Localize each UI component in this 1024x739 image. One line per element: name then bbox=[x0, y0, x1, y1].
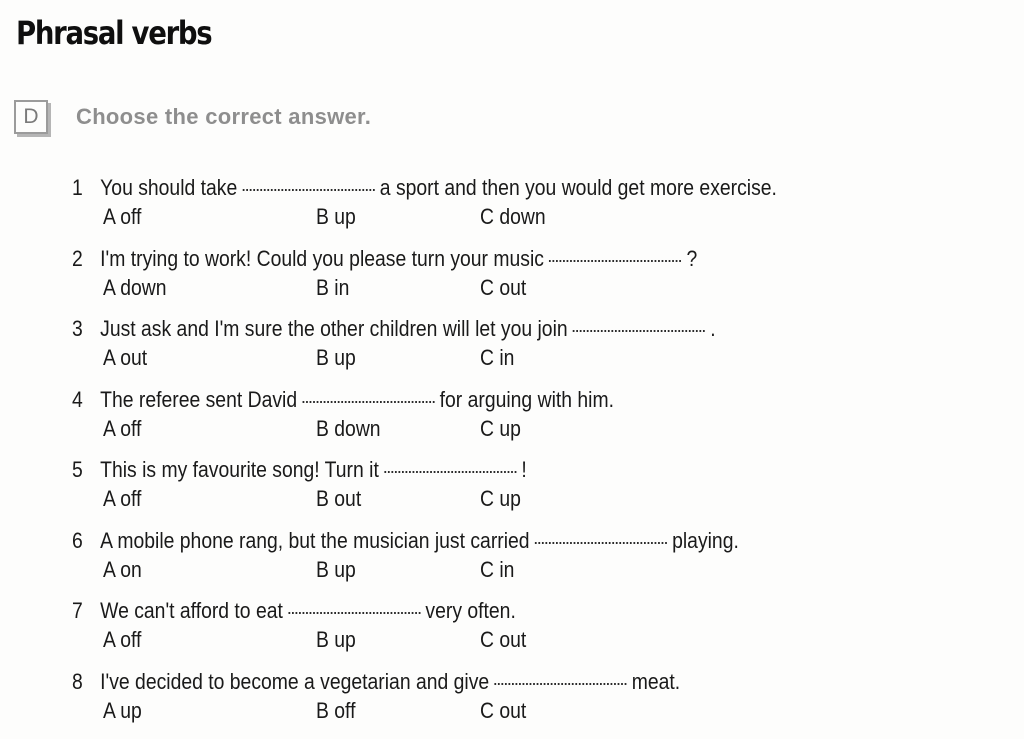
question-item bbox=[72, 668, 972, 739]
option-b[interactable]: B up bbox=[316, 556, 356, 582]
question-number: 4 bbox=[72, 386, 83, 412]
section-letter-box: D bbox=[14, 100, 48, 134]
question-number: 7 bbox=[72, 598, 83, 623]
question-line bbox=[72, 315, 864, 343]
answer-blank[interactable] bbox=[573, 329, 705, 332]
answer-options bbox=[72, 625, 972, 655]
answer-blank[interactable] bbox=[384, 470, 516, 473]
question-text-before: Just ask and I'm sure the other children will let you join bbox=[100, 316, 568, 341]
answer-blank[interactable] bbox=[494, 682, 626, 685]
question-text-after: . bbox=[710, 316, 716, 341]
option-a[interactable]: A off bbox=[103, 627, 142, 652]
question-number: 1 bbox=[72, 175, 83, 200]
option-a[interactable]: A off bbox=[103, 204, 142, 229]
question-line bbox=[72, 668, 864, 696]
question-text-after: very often. bbox=[425, 598, 516, 623]
question-text-before: This is my favourite song! Turn it bbox=[100, 457, 379, 482]
question-item bbox=[72, 386, 972, 457]
question-text-before: I've decided to become a vegetarian and give bbox=[100, 668, 490, 694]
option-b[interactable]: B up bbox=[316, 204, 356, 229]
option-b[interactable]: B out bbox=[316, 486, 362, 511]
answer-blank[interactable] bbox=[288, 611, 420, 614]
question-text-after: a sport and then you would get more exercise. bbox=[379, 175, 777, 200]
question-number: 6 bbox=[72, 527, 83, 553]
question-item bbox=[72, 315, 972, 386]
question-list bbox=[72, 174, 972, 738]
question-text-before: I'm trying to work! Could you please turn your music bbox=[100, 245, 544, 271]
answer-options bbox=[72, 696, 972, 726]
answer-options bbox=[72, 273, 972, 303]
answer-options bbox=[72, 343, 972, 373]
question-item bbox=[72, 456, 972, 527]
option-a[interactable]: A off bbox=[103, 486, 142, 511]
option-c[interactable]: C up bbox=[480, 415, 521, 441]
option-c[interactable]: C in bbox=[480, 345, 515, 370]
page-title: Phrasal verbs bbox=[16, 14, 212, 52]
answer-options bbox=[72, 414, 972, 444]
question-text-after: meat. bbox=[631, 668, 681, 694]
question-number: 3 bbox=[72, 316, 83, 341]
option-c[interactable]: C out bbox=[480, 274, 527, 300]
answer-blank[interactable] bbox=[302, 400, 434, 403]
question-text-after: playing. bbox=[672, 527, 739, 553]
question-text-after: for arguing with him. bbox=[439, 386, 614, 412]
option-c[interactable]: C out bbox=[480, 627, 527, 652]
section-header bbox=[14, 100, 371, 134]
option-b[interactable]: B up bbox=[316, 627, 356, 652]
question-number: 8 bbox=[72, 668, 83, 694]
question-text-after: ? bbox=[686, 245, 698, 271]
option-b[interactable]: B in bbox=[316, 274, 350, 300]
option-b[interactable]: B up bbox=[316, 345, 356, 370]
option-c[interactable]: C out bbox=[480, 697, 527, 723]
instruction-text: Choose the correct answer. bbox=[76, 104, 372, 129]
answer-options bbox=[72, 202, 972, 232]
option-b[interactable]: B off bbox=[316, 697, 356, 723]
option-a[interactable]: A up bbox=[103, 697, 142, 723]
option-c[interactable]: C in bbox=[480, 556, 515, 582]
question-item bbox=[72, 527, 972, 598]
option-a[interactable]: A on bbox=[103, 556, 142, 582]
question-text-before: We can't afford to eat bbox=[100, 598, 283, 623]
answer-blank[interactable] bbox=[535, 541, 667, 544]
option-a[interactable]: A off bbox=[103, 415, 142, 441]
question-item bbox=[72, 174, 972, 245]
question-line bbox=[72, 597, 864, 625]
answer-blank[interactable] bbox=[243, 188, 375, 191]
question-number: 2 bbox=[72, 245, 83, 271]
question-number: 5 bbox=[72, 457, 83, 482]
option-c[interactable]: C up bbox=[480, 486, 521, 511]
option-a[interactable]: A out bbox=[103, 345, 148, 370]
question-line bbox=[72, 386, 864, 414]
question-text-before: You should take bbox=[100, 175, 238, 200]
option-b[interactable]: B down bbox=[316, 415, 381, 441]
question-text-after: ! bbox=[521, 457, 527, 482]
answer-options bbox=[72, 555, 972, 585]
question-line bbox=[72, 527, 864, 555]
question-line bbox=[72, 245, 864, 273]
question-item bbox=[72, 245, 972, 316]
answer-blank[interactable] bbox=[549, 259, 681, 262]
question-text-before: The referee sent David bbox=[100, 386, 298, 412]
question-line bbox=[72, 456, 864, 484]
option-a[interactable]: A down bbox=[103, 274, 167, 300]
question-item bbox=[72, 597, 972, 668]
answer-options bbox=[72, 484, 972, 514]
question-line bbox=[72, 174, 864, 202]
question-text-before: A mobile phone rang, but the musician just carried bbox=[100, 527, 530, 553]
option-c[interactable]: C down bbox=[480, 204, 546, 229]
